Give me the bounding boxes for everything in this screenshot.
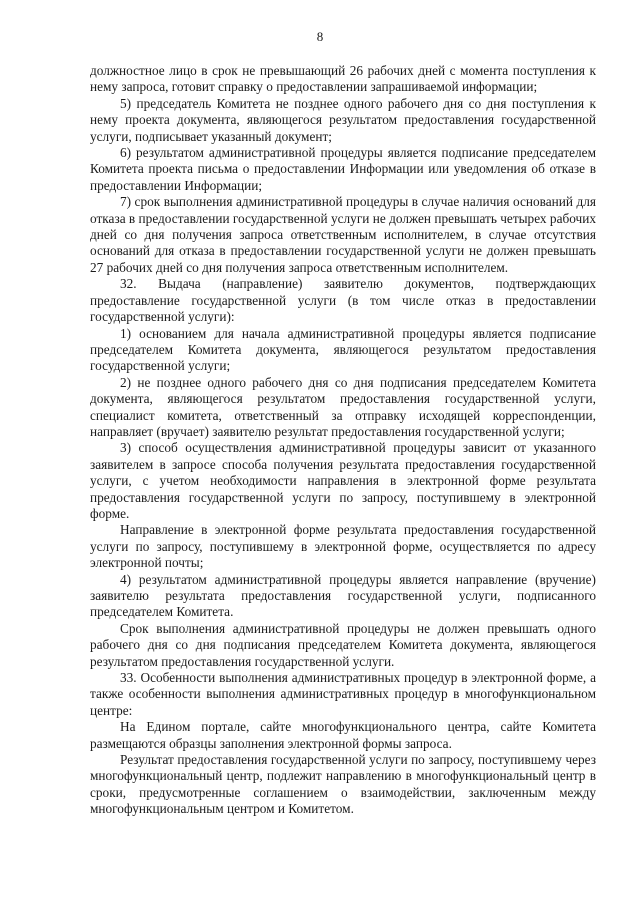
paragraph-32-item-1: 1) основанием для начала административной процедуры является подписание председателем Комитета документа, являющегося результатом предоставления государственной услуги; [90, 325, 596, 374]
paragraph-deadline: Срок выполнения административной процедуры не должен превышать одного рабочего дня со дня подписания председателем Комитета документа, являющегося результатом предоставления государственной услуги. [90, 620, 596, 669]
paragraph-item-7: 7) срок выполнения административной процедуры в случае наличия оснований для отказа в предоставлении государственной услуги не должен превышать четырех рабочих дней со дня получения запроса ответственным исполнителем, в случае отсутствия оснований для отказа в предоставлении государственной услуги не должен превышать 27 рабочих дней со дня получения запроса ответственным исполнителем. [90, 194, 596, 275]
paragraph-mfc-result: Результат предоставления государственной услуги по запросу, поступившему через многофункциональный центр, подлежит направлению в многофункциональный центр в сроки, предусмотренные соглашением о взаимодействии, заключенным между многофункциональным центром и Комитетом. [90, 752, 596, 817]
document-body [90, 63, 596, 818]
paragraph-section-33: 33. Особенности выполнения административных процедур в электронной форме, а также особенности выполнения административных процедур в многофункциональном центре: [90, 670, 596, 718]
paragraph-32-item-3: 3) способ осуществления административной процедуры зависит от указанного заявителем в запросе способа получения результата предоставления государственной услуги, с учетом необходимости направления в электронной форме результата предоставления государственной услуги по запросу, поступившему в электронной форме. [90, 440, 596, 521]
paragraph-item-5: 5) председатель Комитета не позднее одного рабочего дня со дня поступления к нему проекта документа, являющегося результатом предоставления государственной услуги, подписывает указанный документ; [90, 95, 596, 144]
paragraph-portal-samples: На Едином портале, сайте многофункционального центра, сайте Комитета размещаются образцы заполнения электронной формы запроса. [90, 719, 596, 751]
page-number: 8 [316, 29, 324, 44]
paragraph-continuation: должностное лицо в срок не превышающий 26 рабочих дней с момента поступления к нему запроса, готовит справку о предоставлении запрашиваемой информации; [90, 63, 596, 95]
paragraph-item-6: 6) результатом административной процедуры является подписание председателем Комитета проекта письма о предоставлении Информации или уведомления об отказе в предоставлении Информации; [90, 145, 596, 193]
paragraph-electronic-delivery: Направление в электронной форме результата предоставления государственной услуги по запросу, поступившему в электронной форме, осуществляется по адресу электронной почты; [90, 522, 596, 571]
paragraph-32-item-2: 2) не позднее одного рабочего дня со дня подписания председателем Комитета документа, являющегося результатом предоставления государственной услуги, специалист комитета, ответственный за отправку исходящей корреспонденции, направляет (вручает) заявителю результат предоставления государственной услуги; [90, 374, 596, 439]
paragraph-section-32: 32. Выдача (направление) заявителю документов, подтверждающих предоставление государственной услуги (в том числе отказ в предоставлении государственной услуги): [90, 276, 596, 325]
paragraph-32-item-4: 4) результатом административной процедуры является направление (вручение) заявителю результата предоставления государственной услуги, подписанного председателем Комитета. [90, 571, 596, 620]
